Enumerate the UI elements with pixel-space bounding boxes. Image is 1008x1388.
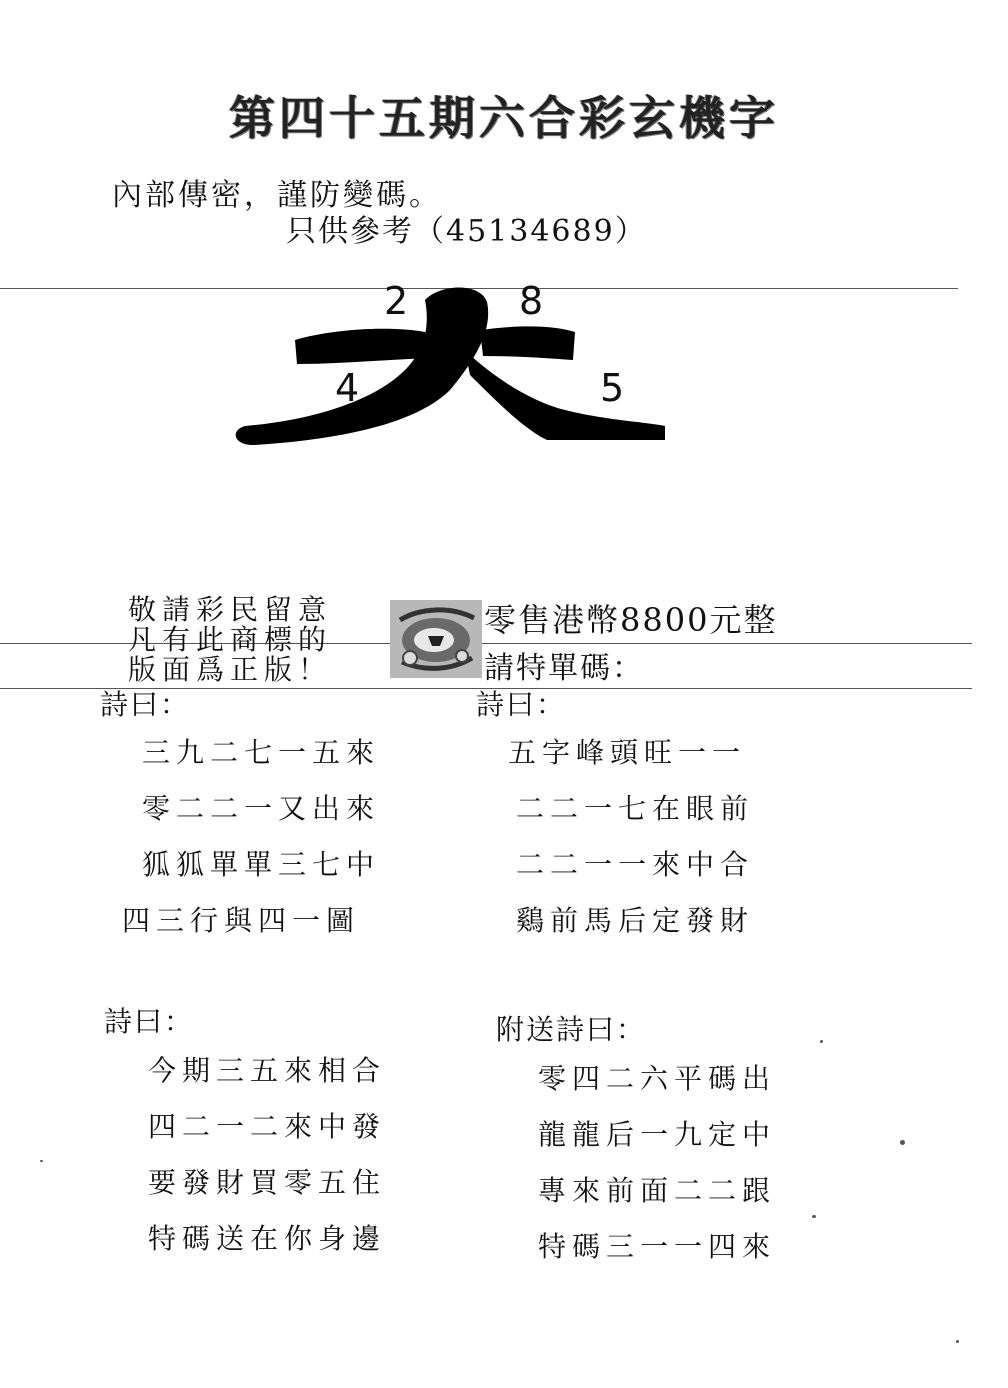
scan-speck (900, 1140, 905, 1145)
poem-verse (148, 1043, 386, 1267)
feature-number: 2 (384, 279, 409, 323)
poem-line: 專來前面二二跟 (538, 1174, 777, 1207)
poem-line: 狐狐單單三七中 (142, 848, 381, 881)
poem-line: 二二一一來中合 (516, 848, 755, 881)
scan-speck (956, 1340, 959, 1343)
reference-numbers: 只供參考（45134689） (286, 214, 647, 249)
poem-heading: 詩曰： (104, 1005, 195, 1038)
feature-number: 8 (519, 279, 544, 323)
scan-speck (820, 1040, 823, 1043)
poem-verse (122, 725, 381, 949)
poem-line: 特碼送在你身邊 (148, 1222, 387, 1255)
special-code-label: 請特單碼： (484, 651, 644, 686)
poem-line: 零四二六平碼出 (538, 1062, 777, 1095)
authenticity-notice (128, 595, 332, 685)
notice-line: 敬請彩民留意 (128, 593, 333, 626)
notice-line: 版面爲正版！ (128, 653, 333, 686)
poem-line: 四三行與四一圖 (122, 904, 361, 937)
poem-line: 二二一七在眼前 (516, 792, 755, 825)
poem-verse (508, 725, 754, 949)
poem-line: 今期三五來相合 (148, 1054, 387, 1087)
poem-line: 鷄前馬后定發財 (516, 904, 755, 937)
poem-line: 零二二一又出來 (142, 792, 381, 825)
scan-speck (812, 1215, 816, 1218)
poem-line: 特碼三一一四來 (538, 1230, 777, 1263)
poem-heading: 詩曰： (476, 688, 567, 721)
poem-line: 四二一二來中發 (148, 1110, 387, 1143)
poem-line: 五字峰頭旺一一 (508, 736, 747, 769)
confidential-note: 內部傳密，謹防變碼。 (112, 178, 442, 213)
feature-number: 5 (600, 366, 625, 410)
trademark-logo-icon (390, 600, 482, 678)
poem-line: 三九二七一五來 (142, 736, 381, 769)
feature-number: 4 (335, 366, 360, 410)
poem-heading: 附送詩曰： (496, 1013, 647, 1046)
poem-line: 龍龍后一九定中 (538, 1118, 777, 1151)
scan-speck (40, 1160, 43, 1162)
poem-heading: 詩曰： (100, 688, 191, 721)
poem-line: 要發財買零五住 (148, 1166, 387, 1199)
page-title: 第四十五期六合彩玄機字 (229, 91, 779, 145)
poem-verse (538, 1051, 776, 1275)
notice-line: 凡有此商標的 (128, 623, 333, 656)
price-text: 零售港幣8800元整 (484, 601, 778, 639)
